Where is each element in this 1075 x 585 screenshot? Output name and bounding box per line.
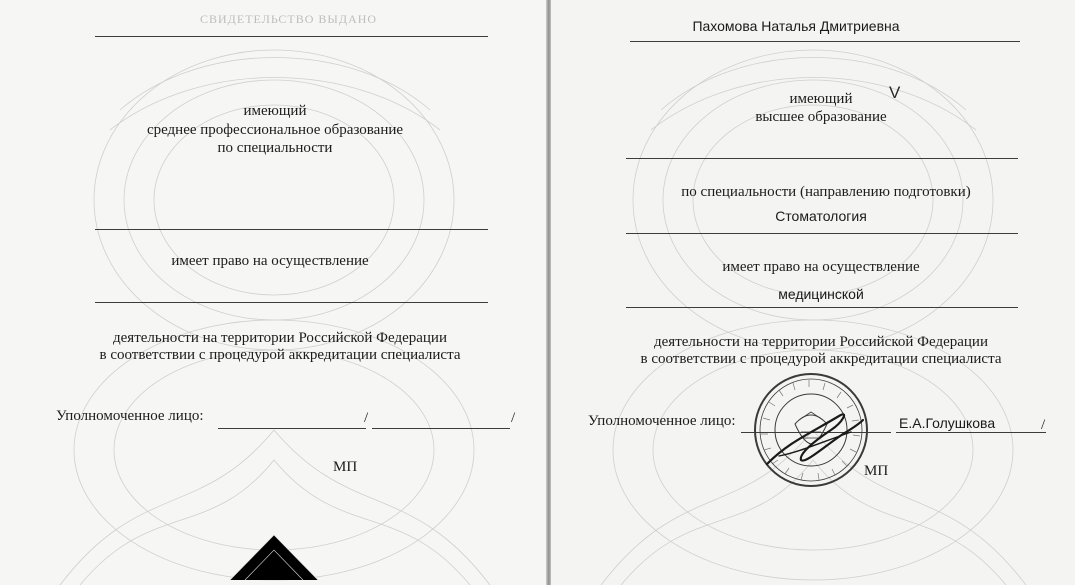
education-label: среднее профессиональное образование [146,122,404,138]
by-specialty-label: по специальности (направлению подготовки) [681,184,971,200]
activity-line-1: деятельности на территории Российской Федерации [654,334,988,350]
activity-type-line [626,307,1018,308]
holder-name-line [95,36,488,37]
faded-header-text: СВИДЕТЕЛЬСТВО ВЫДАНО [200,12,378,26]
activity-line-2: в соответствии с процедурой аккредитации специалиста [640,351,1002,367]
having-label: имеющий [243,103,307,119]
stamp-place-label: МП [864,463,889,479]
slash-separator: / [364,410,369,426]
authorized-person-label: Уполномоченное лицо: [588,413,736,429]
authorized-person-label: Уполномоченное лицо: [56,408,204,424]
right-page [551,0,1075,585]
activity-type-value: медицинской [778,286,864,302]
right-to-label: имеет право на осуществление [722,259,920,275]
specialty-value: Стоматология [775,208,867,224]
having-label: имеющий [789,91,853,107]
holder-name-line [630,41,1020,42]
stamp-place-label: МП [333,459,358,475]
activity-line-1: деятельности на территории Российской Федерации [113,330,447,346]
signatory-name-value: Е.А.Голушкова [899,415,996,431]
education-line [626,158,1018,159]
activity-type-line [95,302,488,303]
signatory-name-line [896,432,1046,433]
slash-separator-end: / [511,410,516,426]
slash-separator-end: / [1041,417,1046,433]
specialty-line [95,229,488,230]
specialty-line [626,233,1018,234]
check-mark: V [889,83,901,102]
by-specialty-label: по специальности [217,140,333,156]
official-stamp-seal [739,372,899,502]
holder-name-value: Пахомова Наталья Дмитриевна [692,18,900,34]
right-to-label: имеет право на осуществление [171,253,369,269]
activity-line-2: в соответствии с процедурой аккредитации специалиста [99,347,461,363]
signature-line [218,428,366,429]
signatory-name-line [372,428,510,429]
education-label: высшее образование [755,109,887,125]
